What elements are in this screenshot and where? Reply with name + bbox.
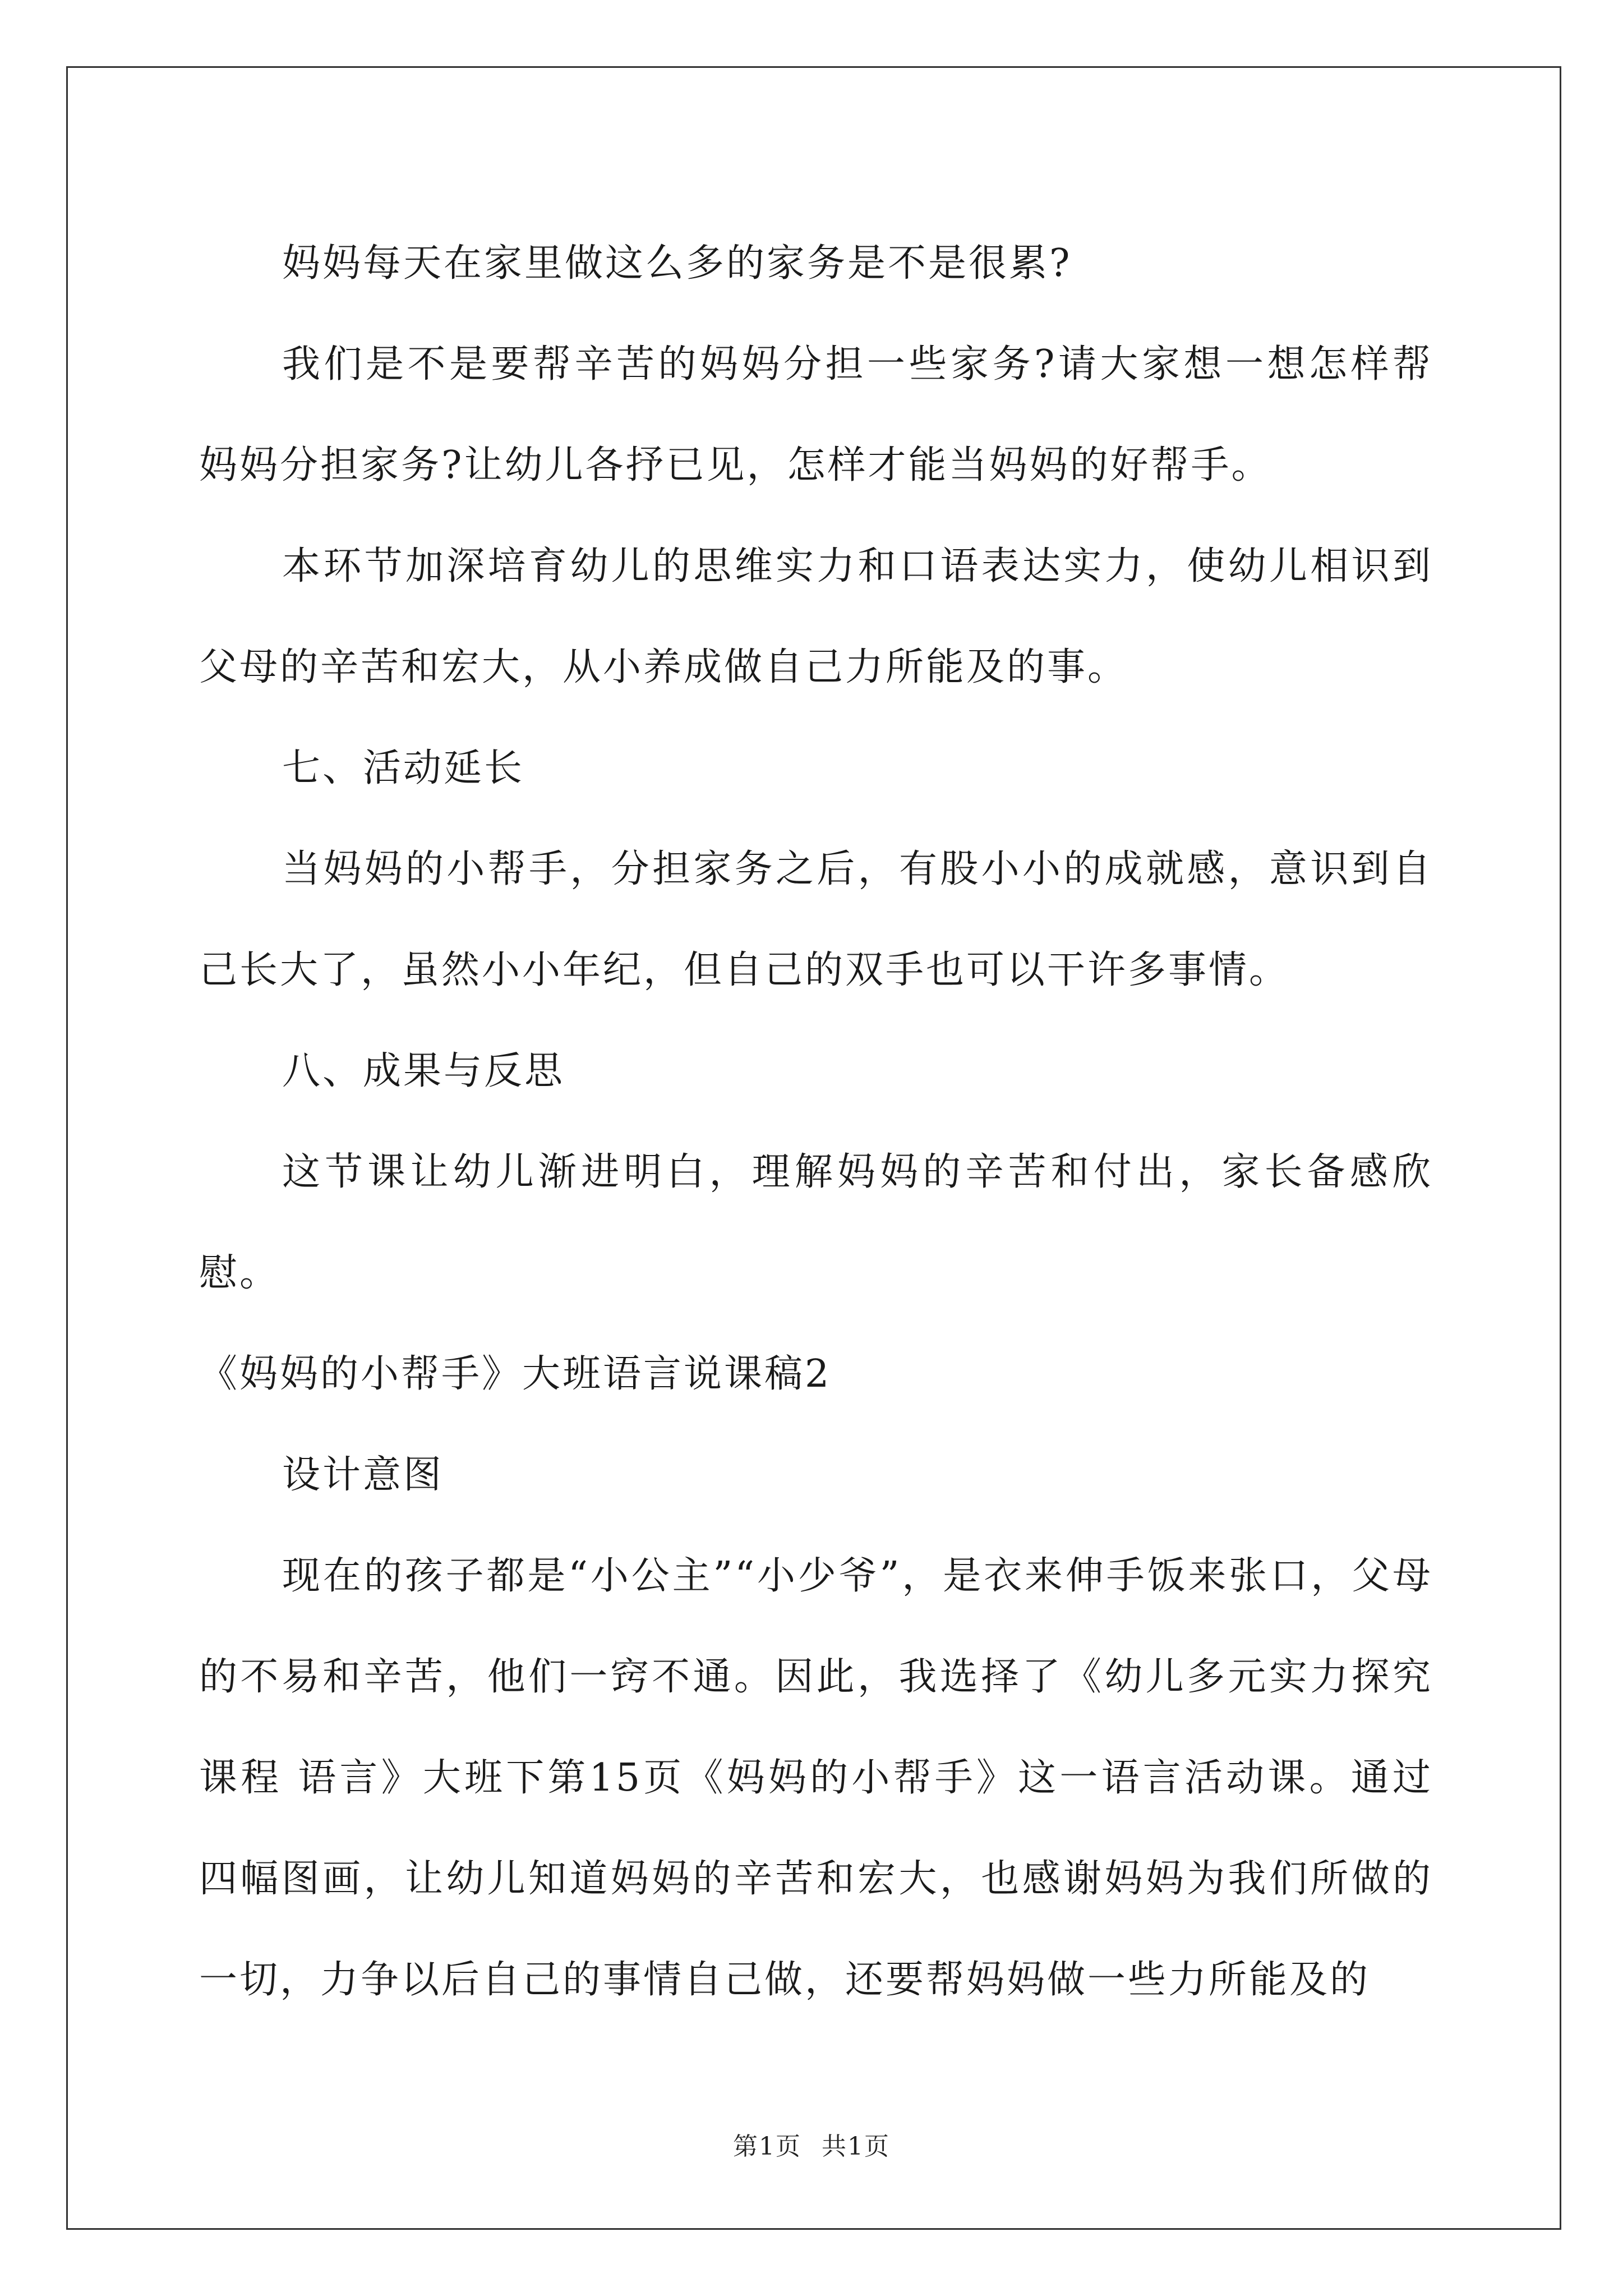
document-body xyxy=(199,213,1433,2031)
paragraph: 现在的孩子都是“小公主”“小少爷”，是衣来伸手饭来张口，父母的不易和辛苦，他们一窍不通。因此，我选择了《幼儿多元实力探究课程 语言》大班下第15页《妈妈的小帮手》这一语言活动课。通过四幅图画，让幼儿知道妈妈的辛苦和宏大，也感谢妈妈为我们所做的一切，力争以后自己的事情自己做，还要帮妈妈做一些力所能及的 xyxy=(199,1554,1433,2002)
document-title: 《妈妈的小帮手》大班语言说课稿2 xyxy=(199,1352,832,1396)
paragraph: 本环节加深培育幼儿的思维实力和口语表达实力，使幼儿相识到父母的辛苦和宏大，从小养成做自己力所能及的事。 xyxy=(199,544,1433,689)
section-heading: 设计意图 xyxy=(282,1453,444,1497)
paragraph: 我们是不是要帮辛苦的妈妈分担一些家务?请大家想一想怎样帮妈妈分担家务?让幼儿各抒已见，怎样才能当妈妈的好帮手。 xyxy=(199,342,1433,487)
page-number: 第1页 xyxy=(733,2132,801,2161)
page-total: 共1页 xyxy=(822,2132,890,2161)
page-footer xyxy=(0,2126,1623,2162)
section-heading: 七、活动延长 xyxy=(282,746,525,790)
section-heading: 八、成果与反思 xyxy=(282,1049,565,1093)
paragraph: 这节课让幼儿渐进明白，理解妈妈的辛苦和付出，家长备感欣慰。 xyxy=(199,1150,1433,1295)
paragraph: 妈妈每天在家里做这么多的家务是不是很累? xyxy=(282,241,1072,286)
paragraph: 当妈妈的小帮手，分担家务之后，有股小小的成就感，意识到自己长大了，虽然小小年纪，但自己的双手也可以干许多事情。 xyxy=(199,847,1433,992)
